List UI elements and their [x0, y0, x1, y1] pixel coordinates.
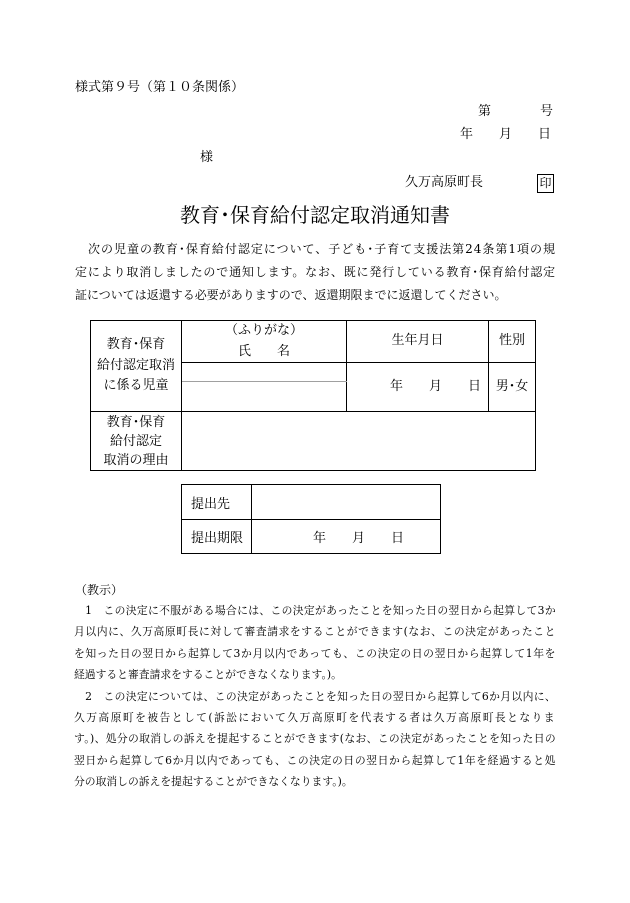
child-label-line: 教育･保育: [106, 337, 166, 353]
instruction-line: 翌日から起算して6か月以内であっても、この決定の日の翌日から起算して1年を経過すると処: [74, 753, 556, 767]
intro-paragraph: [75, 238, 556, 307]
furigana-label: （ふりがな）: [224, 323, 303, 338]
issue-date: 年 月 日: [460, 127, 552, 142]
instruction-line: 1 この決定に不服がある場合には、この決定があったことを知った日の翌日から起算して3か: [74, 604, 556, 617]
birthdate-entry-cell: 年 月 日: [347, 363, 489, 412]
instruction-item-2: [74, 686, 556, 793]
child-info-table: [90, 320, 536, 471]
name-label: 氏 名: [237, 343, 290, 359]
reason-label-line: 取消の理由: [103, 452, 169, 468]
document-number-prefix: 第: [478, 104, 492, 119]
reason-entry-cell: [182, 412, 536, 471]
document-number-suffix: 号: [540, 104, 554, 119]
gender-entry-cell: 男･女: [489, 363, 536, 412]
document-title: 教育･保育給付認定取消通知書: [180, 203, 450, 227]
instruction-heading: （教示）: [75, 583, 124, 597]
deadline-label: 提出期限: [182, 520, 252, 554]
instruction-line: 月以内に、久万高原町長に対して審査請求をすることができます(なお、この決定があったこと: [74, 625, 556, 639]
instruction-line: 分の取消しの訴えを提起することができなくなります。)。: [74, 775, 353, 789]
form-number: 様式第９号（第１０条関係）: [75, 80, 245, 95]
addressee-honorific: 様: [200, 150, 214, 165]
destination-label: 提出先: [182, 485, 252, 520]
reason-label-line: 教育･保育: [106, 414, 166, 430]
instruction-line: を知った日の翌日から起算して3か月以内であっても、この決定の日の翌日から起算して1年を: [74, 646, 556, 660]
seal-box: 印: [537, 174, 554, 193]
gender-header: 性別: [489, 321, 536, 363]
deadline-entry-cell: 年 月 日: [252, 520, 441, 554]
intro-line: 証については返還する必要がありますので、返還期限までに返還してください。: [75, 288, 507, 302]
intro-line: 定により取消しましたので通知します。なお、既に発行している教育･保育給付認定: [75, 265, 556, 279]
child-label-line: に係る児童: [103, 378, 169, 394]
destination-entry-cell: [252, 485, 441, 520]
reason-label-line: 給付認定: [109, 433, 162, 449]
instruction-line: 久万高原町を被告として(訴訟において久万高原町を代表する者は久万高原町長となりま: [74, 710, 556, 724]
furigana-entry-cell: [182, 363, 347, 382]
name-entry-cell: [182, 382, 347, 412]
instruction-line: す。)、処分の取消しの訴えを提起することができます(なお、この決定があったことを知った日の: [74, 732, 556, 746]
reason-label-cell: [91, 412, 182, 471]
instruction-line: 2 この決定については、この決定があったことを知った日の翌日から起算して6か月以内に、: [74, 689, 556, 703]
instruction-line: 経過すると審査請求をすることができなくなります。)。: [74, 668, 342, 682]
birthdate-header: 生年月日: [347, 321, 489, 363]
child-label-line: 給付認定取消: [96, 357, 175, 373]
name-header-cell: [182, 321, 347, 363]
submission-table: [181, 484, 441, 554]
instruction-paragraphs: [74, 600, 556, 793]
intro-line: 次の児童の教育･保育給付認定について、子ども･子育て支援法第24条第1項の規: [75, 242, 556, 256]
instruction-item-1: [74, 600, 556, 686]
issuer-name: 久万高原町長: [405, 175, 484, 190]
child-label-cell: [91, 321, 182, 412]
